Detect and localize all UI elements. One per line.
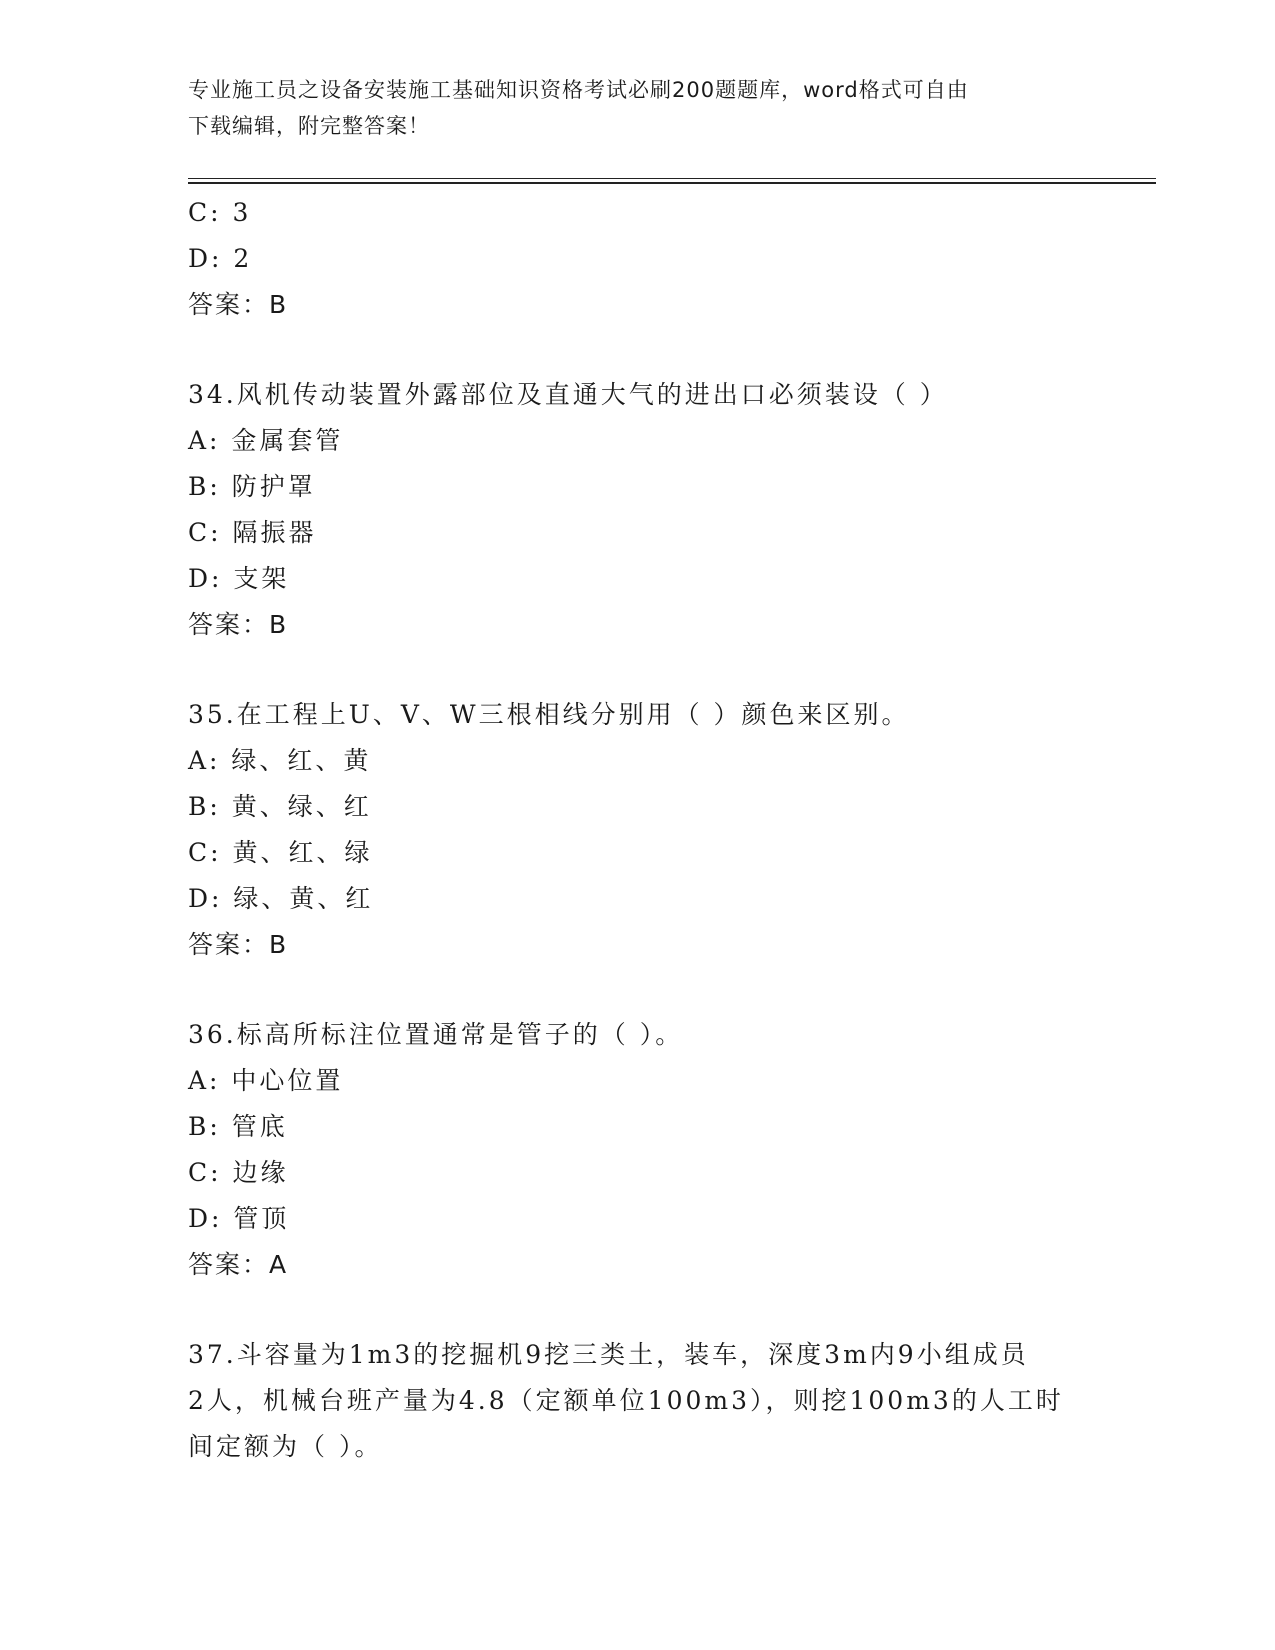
- option-a: A: 中心位置: [188, 1066, 344, 1095]
- question-text-line-2: 2人，机械台班产量为4.8（定额单位100m3），则挖100m3的人工时: [188, 1386, 1064, 1415]
- option-d: D: 支架: [188, 564, 290, 593]
- option-a: A: 金属套管: [188, 426, 344, 455]
- header-line-1: 专业施工员之设备安装施工基础知识资格考试必刷200题题库，word格式可自由: [188, 78, 969, 102]
- option-c: C: 黄、红、绿: [188, 838, 373, 867]
- question-text-line-1: 37.斗容量为1m3的挖掘机9挖三类土，装车，深度3m内9小组成员: [188, 1340, 1029, 1369]
- answer-line: 答案：B: [188, 930, 289, 959]
- option-c: C: 隔振器: [188, 518, 317, 547]
- answer-line: 答案：B: [188, 610, 289, 639]
- header-line-2: 下载编辑，附完整答案！: [188, 114, 430, 138]
- document-header: [188, 72, 1068, 144]
- question-36: [188, 1012, 1088, 1288]
- option-d: D: 2: [188, 244, 253, 273]
- question-text: 35.在工程上U、V、W三根相线分别用（ ）颜色来区别。: [188, 700, 910, 729]
- option-d: D: 绿、黄、红: [188, 884, 374, 913]
- option-c: C: 边缘: [188, 1158, 289, 1187]
- option-b: B: 黄、绿、红: [188, 792, 372, 821]
- previous-question-tail: [188, 190, 1088, 328]
- option-c: C: 3: [188, 198, 252, 227]
- question-35: [188, 692, 1088, 968]
- option-b: B: 防护罩: [188, 472, 316, 501]
- option-a: A: 绿、红、黄: [188, 746, 372, 775]
- question-list: [188, 190, 1088, 1470]
- question-text-line-3: 间定额为（ ）。: [188, 1432, 383, 1461]
- question-37: [188, 1332, 1088, 1470]
- header-divider-thin: [188, 178, 1156, 179]
- question-text: 36.标高所标注位置通常是管子的（ ）。: [188, 1020, 684, 1049]
- option-d: D: 管顶: [188, 1204, 290, 1233]
- header-divider-thick: [188, 182, 1156, 184]
- option-b: B: 管底: [188, 1112, 288, 1141]
- answer-line: 答案：A: [188, 1250, 289, 1279]
- answer-line: 答案：B: [188, 290, 289, 319]
- question-text: 34.风机传动装置外露部位及直通大气的进出口必须装设（ ）: [188, 380, 948, 409]
- question-34: [188, 372, 1088, 648]
